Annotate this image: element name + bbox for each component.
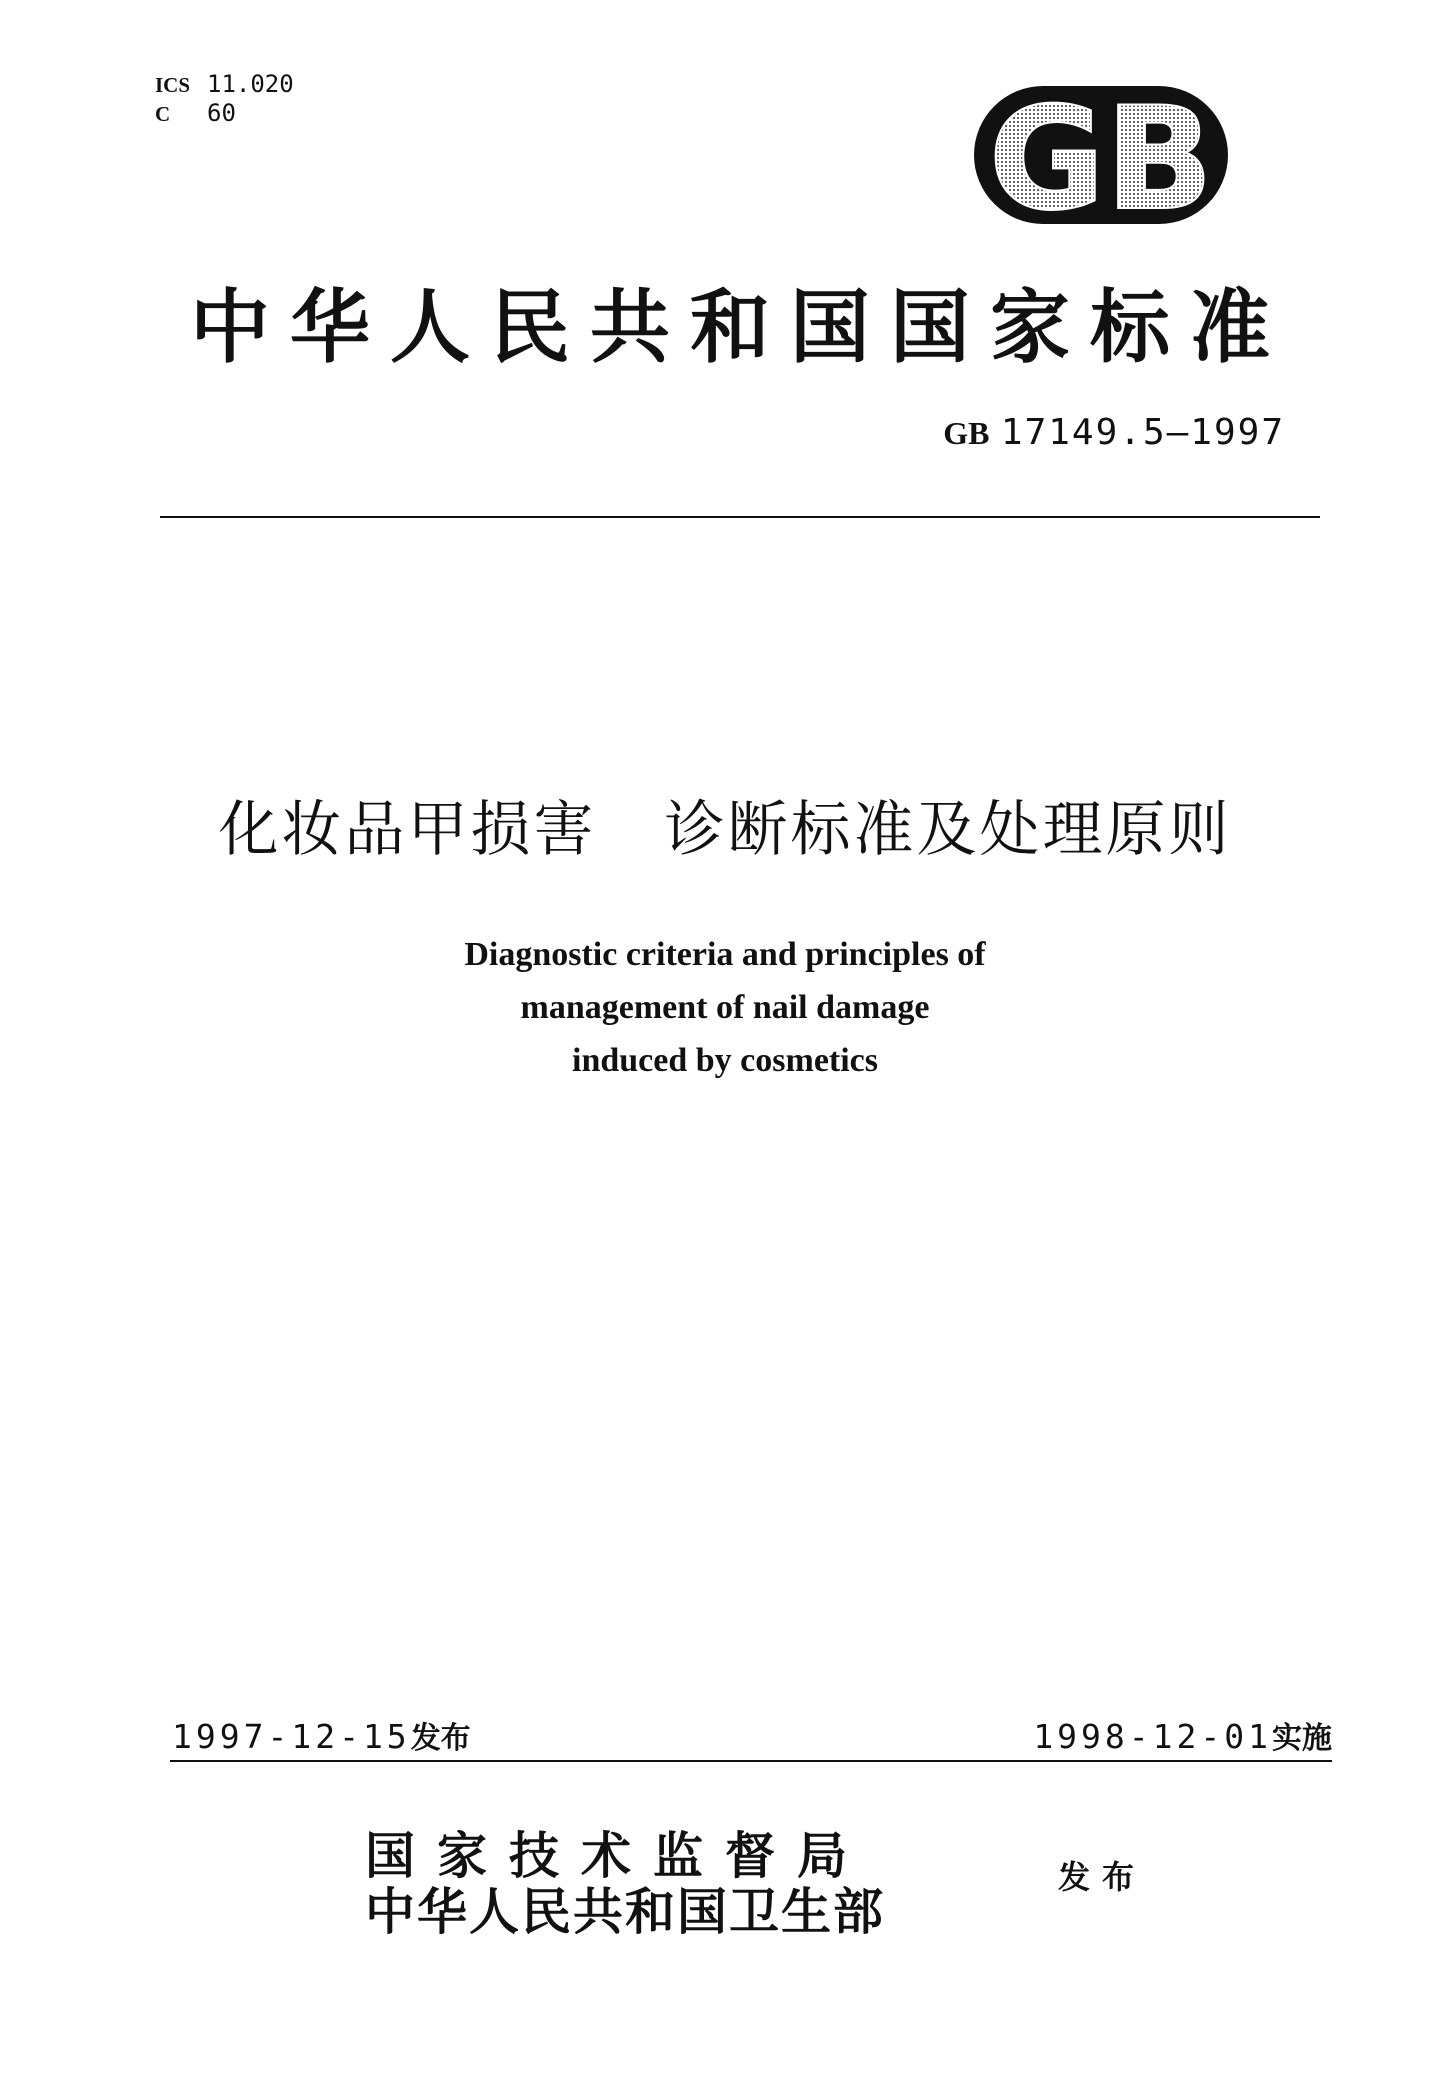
issuer-ministry-of-health: 中华人民共和国卫生部 [365,1882,885,1941]
bottom-divider [170,1760,1332,1762]
subject-title-en-line: induced by cosmetics [572,1042,878,1079]
national-standard-title: 中华人民共和国国家标准 [190,280,1290,374]
ics-label: ICS [155,73,191,97]
ccs-line [155,99,294,128]
implement-word: 实施 [1272,1721,1332,1756]
gb-logo-icon [972,84,1230,226]
subject-title-en-line: Diagnostic criteria and principles of [464,936,986,973]
subject-title-en [0,928,1450,1087]
subject-title-cn-part2: 诊断标准及处理原则 [664,795,1232,865]
subject-title-en-line: management of nail damage [520,989,930,1026]
standard-code [943,412,1285,453]
issuing-authorities [365,1828,885,1940]
implement-date-value: 1998-12-01 [1033,1717,1272,1756]
standard-number: 17149.5—1997 [1000,412,1285,453]
standard-prefix: GB [943,415,990,451]
classification-codes [155,70,294,128]
ics-code: 11.020 [207,70,294,98]
publish-date-value: 1997-12-15 [172,1717,411,1756]
issue-word: 发布 [1058,1858,1147,1896]
dates-row [172,1713,1332,1763]
ccs-code: 60 [207,99,236,127]
implement-date [1033,1713,1332,1757]
gb-logo-lettering: GB [988,84,1214,226]
publish-word: 发布 [410,1721,471,1756]
ccs-label: C [155,102,171,126]
subject-title-cn-part1: 化妆品甲损害 [218,795,597,865]
subject-title-cn [0,790,1450,870]
top-divider [160,516,1320,518]
issuer-technical-supervision: 国家技术监督局 [365,1826,869,1885]
ics-line [155,70,294,99]
publish-date [172,1713,471,1757]
